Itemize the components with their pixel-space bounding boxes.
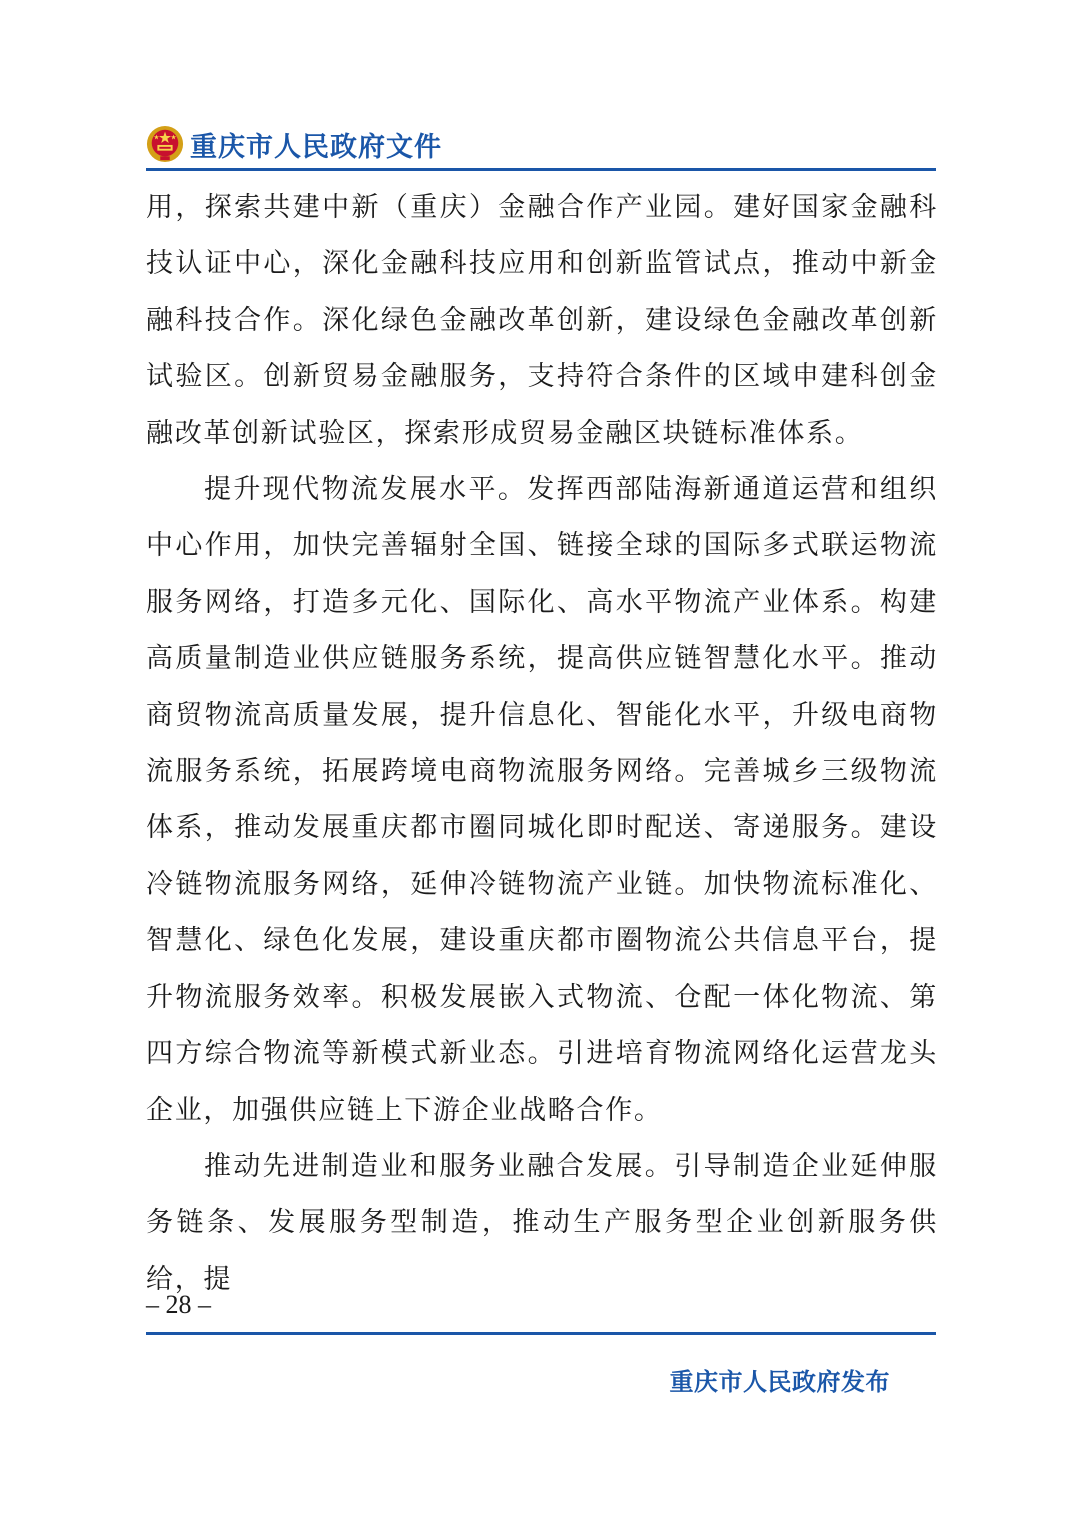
document-header bbox=[146, 120, 442, 168]
document-body bbox=[146, 180, 938, 1308]
national-emblem-icon bbox=[146, 125, 184, 163]
body-paragraph: 提升现代物流发展水平。发挥西部陆海新通道运营和组织中心作用，加快完善辐射全国、链接全球的国际多式联运物流服务网络，打造多元化、国际化、高水平物流产业体系。构建高质量制造业供应链服务系统，提高供应链智慧化水平。推动商贸物流高质量发展，提升信息化、智能化水平，升级电商物流服务系统，拓展跨境电商物流服务网络。完善城乡三级物流体系，推动发展重庆都市圈同城化即时配送、寄递服务。建设冷链物流服务网络，延伸冷链物流产业链。加快物流标准化、智慧化、绿色化发展，建设重庆都市圈物流公共信息平台，提升物流服务效率。积极发展嵌入式物流、仓配一体化物流、第四方综合物流等新模式新业态。引进培育物流网络化运营龙头企业，加强供应链上下游企业战略合作。 bbox=[146, 474, 938, 1126]
header-divider bbox=[146, 168, 936, 171]
footer-divider bbox=[146, 1332, 936, 1335]
body-paragraph: 推动先进制造业和服务业融合发展。引导制造企业延伸服务链条、发展服务型制造，推动生产服务型企业创新服务供给，提 bbox=[146, 1150, 938, 1295]
footer-publisher: 重庆市人民政府发布 bbox=[669, 1368, 890, 1396]
body-paragraph: 用，探索共建中新（重庆）金融合作产业园。建好国家金融科技认证中心，深化金融科技应用和创新监管试点，推动中新金融科技合作。深化绿色金融改革创新，建设绿色金融改革创新试验区。创新贸易金融服务，支持符合条件的区域申建科创金融改革创新试验区，探索形成贸易金融区块链标准体系。 bbox=[146, 192, 938, 449]
header-title: 重庆市人民政府文件 bbox=[190, 131, 442, 163]
page-number: – 28 – bbox=[146, 1290, 211, 1319]
